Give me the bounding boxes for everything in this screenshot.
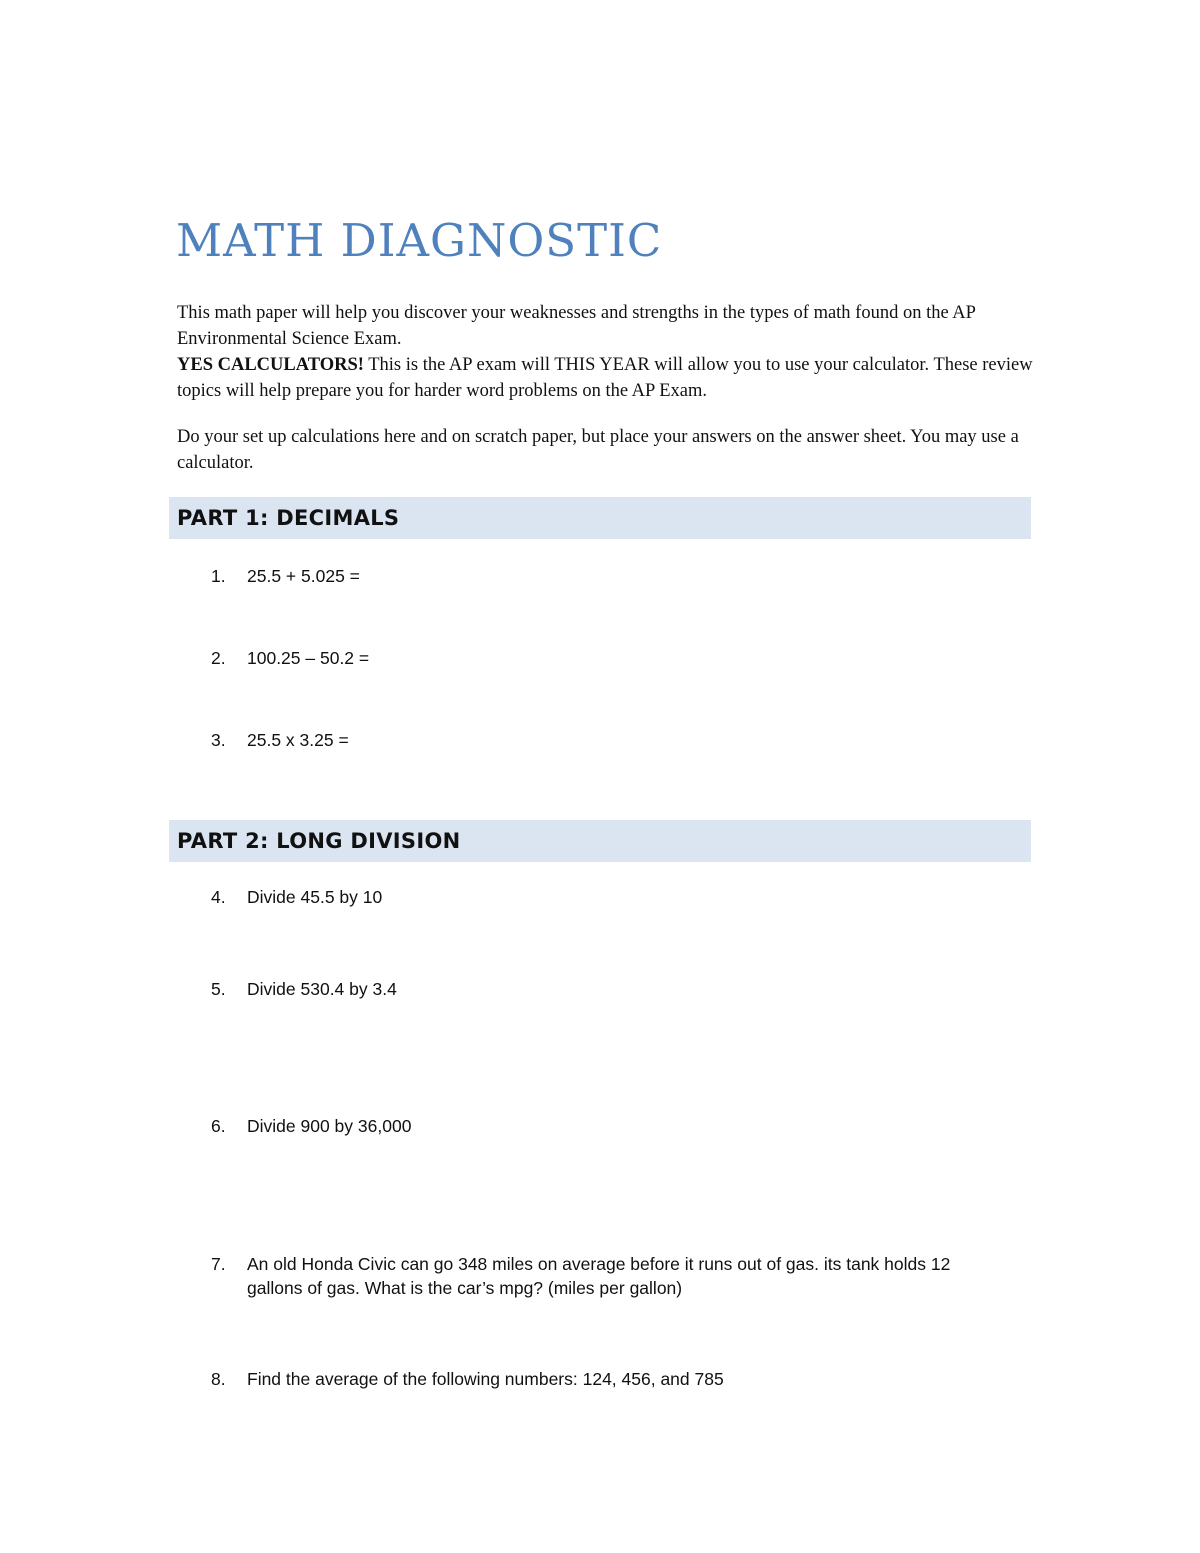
question-text: 100.25 – 50.2 = bbox=[247, 648, 370, 668]
question-text: Find the average of the following numbers: 124, 456, and 785 bbox=[247, 1369, 724, 1389]
question-text: Divide 900 by 36,000 bbox=[247, 1116, 412, 1136]
question-item bbox=[211, 1114, 1031, 1138]
intro-text: This math paper will help you discover your weaknesses and strengths in the types of math found on the AP Environmental Science Exam. bbox=[177, 303, 976, 349]
question-number: 1. bbox=[211, 566, 226, 586]
question-item bbox=[211, 977, 1031, 1001]
document-title: MATH DIAGNOSTIC bbox=[176, 214, 663, 267]
calculator-notice-text: This is the AP exam will THIS YEAR will allow you to use your calculator. These review topics will help prepare you for harder word problems on the AP Exam. bbox=[177, 355, 1033, 401]
intro-paragraph bbox=[177, 300, 1037, 404]
section-heading: PART 1: DECIMALS bbox=[177, 506, 400, 530]
section-header-part-2 bbox=[169, 820, 1031, 862]
question-number: 6. bbox=[211, 1116, 226, 1136]
question-number: 2. bbox=[211, 648, 226, 668]
instructions-paragraph: Do your set up calculations here and on scratch paper, but place your answers on the answer sheet. You may use a calculator. bbox=[177, 427, 1019, 473]
question-number: 5. bbox=[211, 979, 226, 999]
question-number: 8. bbox=[211, 1369, 226, 1389]
question-text: Divide 530.4 by 3.4 bbox=[247, 979, 397, 999]
question-item bbox=[211, 1252, 1031, 1300]
question-text: Divide 45.5 by 10 bbox=[247, 887, 383, 907]
question-item bbox=[211, 728, 1031, 752]
question-text: 25.5 x 3.25 = bbox=[247, 730, 349, 750]
question-text: An old Honda Civic can go 348 miles on average before it runs out of gas. its tank holds 12 gallons of gas. What is the car’s mpg? (miles per gallon) bbox=[247, 1254, 951, 1298]
question-item bbox=[211, 885, 1031, 909]
section-heading: PART 2: LONG DIVISION bbox=[177, 829, 461, 853]
question-number: 4. bbox=[211, 887, 226, 907]
question-number: 7. bbox=[211, 1254, 226, 1274]
question-text: 25.5 + 5.025 = bbox=[247, 566, 360, 586]
question-item bbox=[211, 646, 1031, 670]
question-item bbox=[211, 1367, 1031, 1391]
section-header-part-1 bbox=[169, 497, 1031, 539]
question-item bbox=[211, 564, 1031, 588]
calculator-notice-bold: YES CALCULATORS! bbox=[177, 355, 364, 375]
question-number: 3. bbox=[211, 730, 226, 750]
